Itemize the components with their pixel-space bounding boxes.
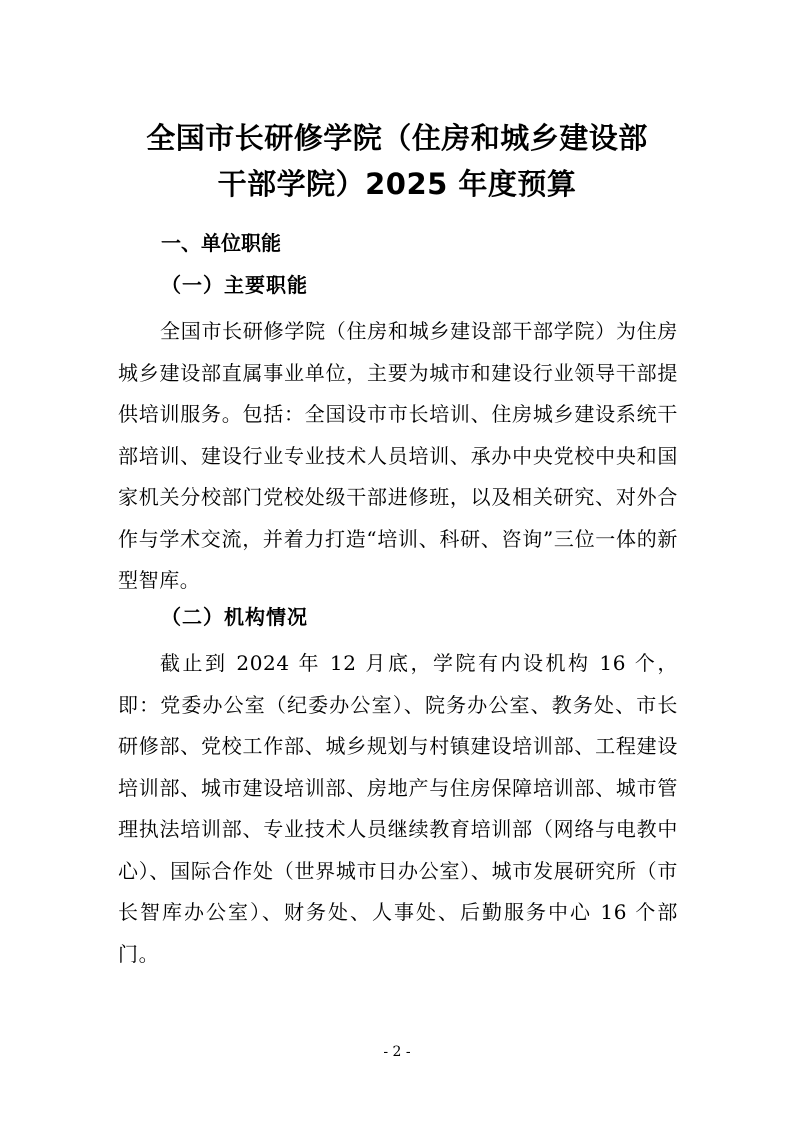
section-heading-unit-functions: 一、单位职能	[161, 231, 281, 255]
main-functions-paragraph: 全国市长研修学院（住房和城乡建设部干部学院）为住房城乡建设部直属事业单位，主要为城市和建设行业领导干部提供培训服务。包括：全国设市市长培训、住房城乡建设系统干部培训、建设行业专业技术人员培训、承办中央党校中央和国家机关分校部门党校处级干部进修班，以及相关研究、对外合作与学术交流，并着力打造“培训、科研、咨询”三位一体的新型智库。	[118, 319, 678, 592]
page-number: - 2 -	[383, 1044, 411, 1060]
subsection-heading-organization: （二）机构情况	[161, 605, 308, 629]
document-title-line-2: 干部学院）2025 年度预算	[217, 167, 577, 201]
subsection-heading-main-functions: （一）主要职能	[161, 273, 308, 297]
organization-paragraph: 截止到 2024 年 12 月底，学院有内设机构 16 个，即：党委办公室（纪委办公室）、院务办公室、教务处、市长研修部、党校工作部、城乡规划与村镇建设培训部、工程建设培训部、城市建设培训部、房地产与住房保障培训部、城市管理执法培训部、专业技术人员继续教育培训部（网络与电教中心）、国际合作处（世界城市日办公室）、城市发展研究所（市长智库办公室）、财务处、人事处、后勤服务中心 16 个部门。	[118, 651, 678, 966]
document-title-line-1: 全国市长研修学院（住房和城乡建设部	[146, 121, 648, 155]
